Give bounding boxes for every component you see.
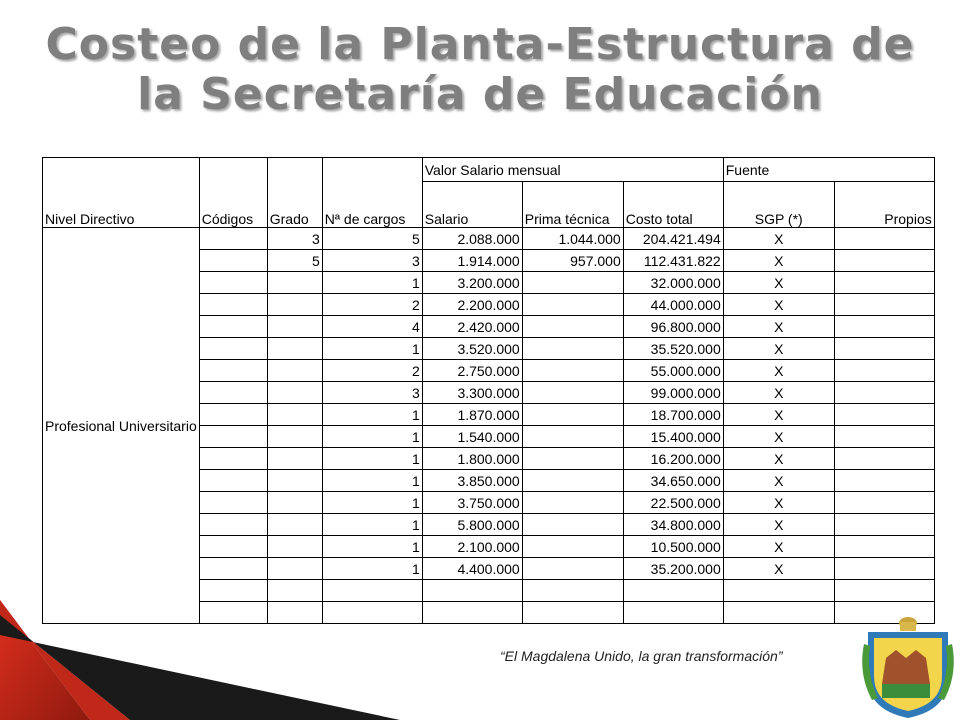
codigo-cell	[199, 272, 267, 294]
codigo-cell	[199, 470, 267, 492]
codigo-cell	[199, 536, 267, 558]
header-valor-group: Valor Salario mensual	[422, 158, 723, 182]
sgp-cell: X	[723, 536, 834, 558]
codigo-cell	[199, 514, 267, 536]
propios-cell	[834, 580, 934, 602]
header-costo: Costo total	[623, 182, 723, 228]
grado-cell	[267, 448, 322, 470]
grado-cell	[267, 536, 322, 558]
prima-cell: 1.044.000	[522, 228, 623, 250]
propios-cell	[834, 272, 934, 294]
cargos-cell: 1	[322, 338, 422, 360]
costo-cell	[623, 602, 723, 624]
codigo-cell	[199, 228, 267, 250]
title-line-2: la Secretaría de Educación	[137, 69, 823, 120]
magdalena-crest-icon	[862, 614, 954, 720]
salario-cell: 1.870.000	[422, 404, 522, 426]
salario-cell: 3.520.000	[422, 338, 522, 360]
propios-cell	[834, 250, 934, 272]
cargos-cell: 1	[322, 558, 422, 580]
propios-cell	[834, 448, 934, 470]
footer-slogan: “El Magdalena Unido, la gran transformación”	[500, 648, 783, 664]
costo-cell: 35.520.000	[623, 338, 723, 360]
propios-cell	[834, 558, 934, 580]
salario-cell: 2.750.000	[422, 360, 522, 382]
codigo-cell	[199, 404, 267, 426]
propios-cell	[834, 360, 934, 382]
codigo-cell	[199, 360, 267, 382]
cargos-cell: 1	[322, 514, 422, 536]
grado-cell	[267, 360, 322, 382]
header-prima: Prima técnica	[522, 182, 623, 228]
costo-cell: 44.000.000	[623, 294, 723, 316]
sgp-cell	[723, 580, 834, 602]
salario-cell	[422, 580, 522, 602]
propios-cell	[834, 426, 934, 448]
costo-cell: 96.800.000	[623, 316, 723, 338]
cargos-cell: 1	[322, 470, 422, 492]
costo-cell: 15.400.000	[623, 426, 723, 448]
codigo-cell	[199, 426, 267, 448]
costo-cell: 204.421.494	[623, 228, 723, 250]
propios-cell	[834, 228, 934, 250]
sgp-cell: X	[723, 250, 834, 272]
costo-cell: 16.200.000	[623, 448, 723, 470]
slide-title	[40, 20, 920, 120]
codigo-cell	[199, 492, 267, 514]
header-sgp: SGP (*)	[723, 182, 834, 228]
salario-cell: 3.850.000	[422, 470, 522, 492]
grado-cell	[267, 382, 322, 404]
cargos-cell: 2	[322, 294, 422, 316]
cargos-cell: 1	[322, 448, 422, 470]
cargos-cell: 1	[322, 272, 422, 294]
cost-table	[42, 157, 935, 624]
costo-cell: 99.000.000	[623, 382, 723, 404]
salario-cell: 1.914.000	[422, 250, 522, 272]
header-codigos: Códigos	[199, 158, 267, 228]
cargos-cell: 3	[322, 250, 422, 272]
sgp-cell: X	[723, 448, 834, 470]
cargos-cell: 2	[322, 360, 422, 382]
propios-cell	[834, 470, 934, 492]
sgp-cell: X	[723, 272, 834, 294]
codigo-cell	[199, 382, 267, 404]
costo-cell: 35.200.000	[623, 558, 723, 580]
sgp-cell: X	[723, 360, 834, 382]
propios-cell	[834, 338, 934, 360]
title-line-1: Costeo de la Planta-Estructura de	[45, 19, 915, 70]
prima-cell	[522, 580, 623, 602]
salario-cell	[422, 602, 522, 624]
propios-cell	[834, 536, 934, 558]
grado-cell	[267, 272, 322, 294]
salario-cell: 2.200.000	[422, 294, 522, 316]
propios-cell	[834, 316, 934, 338]
costo-cell: 22.500.000	[623, 492, 723, 514]
costo-cell: 32.000.000	[623, 272, 723, 294]
sgp-cell: X	[723, 228, 834, 250]
costo-cell: 18.700.000	[623, 404, 723, 426]
cargos-cell: 1	[322, 492, 422, 514]
salario-cell: 1.800.000	[422, 448, 522, 470]
sgp-cell: X	[723, 470, 834, 492]
sgp-cell: X	[723, 514, 834, 536]
sgp-cell: X	[723, 316, 834, 338]
propios-cell	[834, 382, 934, 404]
prima-cell	[522, 316, 623, 338]
prima-cell	[522, 602, 623, 624]
red-diagonal-stripe-icon	[0, 560, 400, 720]
salario-cell: 1.540.000	[422, 426, 522, 448]
costo-cell: 10.500.000	[623, 536, 723, 558]
costo-cell: 112.431.822	[623, 250, 723, 272]
prima-cell	[522, 426, 623, 448]
costo-cell: 34.800.000	[623, 514, 723, 536]
grado-cell	[267, 426, 322, 448]
prima-cell	[522, 448, 623, 470]
propios-cell	[834, 492, 934, 514]
prima-cell	[522, 382, 623, 404]
cargos-cell: 1	[322, 426, 422, 448]
propios-cell	[834, 404, 934, 426]
sgp-cell	[723, 602, 834, 624]
header-grado: Grado	[267, 158, 322, 228]
grado-cell	[267, 492, 322, 514]
header-nivel: Nivel Directivo	[43, 158, 200, 228]
salario-cell: 3.200.000	[422, 272, 522, 294]
prima-cell	[522, 272, 623, 294]
grado-cell	[267, 470, 322, 492]
costo-cell: 55.000.000	[623, 360, 723, 382]
prima-cell	[522, 404, 623, 426]
prima-cell	[522, 338, 623, 360]
salario-cell: 5.800.000	[422, 514, 522, 536]
cargos-cell: 5	[322, 228, 422, 250]
header-cargos: Nª de cargos	[322, 158, 422, 228]
sgp-cell: X	[723, 382, 834, 404]
codigo-cell	[199, 316, 267, 338]
salario-cell: 2.100.000	[422, 536, 522, 558]
grado-cell	[267, 316, 322, 338]
propios-cell	[834, 294, 934, 316]
prima-cell	[522, 294, 623, 316]
table-body	[43, 158, 935, 624]
sgp-cell: X	[723, 558, 834, 580]
grado-cell	[267, 404, 322, 426]
cargos-cell: 1	[322, 404, 422, 426]
prima-cell	[522, 470, 623, 492]
salario-cell: 3.750.000	[422, 492, 522, 514]
sgp-cell: X	[723, 404, 834, 426]
grado-cell	[267, 338, 322, 360]
codigo-cell	[199, 250, 267, 272]
grado-cell	[267, 294, 322, 316]
sgp-cell: X	[723, 338, 834, 360]
sgp-cell: X	[723, 492, 834, 514]
sgp-cell: X	[723, 426, 834, 448]
grado-cell: 5	[267, 250, 322, 272]
salario-cell: 2.088.000	[422, 228, 522, 250]
prima-cell	[522, 558, 623, 580]
header-propios: Propios	[834, 182, 934, 228]
grado-cell	[267, 514, 322, 536]
prima-cell: 957.000	[522, 250, 623, 272]
grado-cell: 3	[267, 228, 322, 250]
cargos-cell: 3	[322, 382, 422, 404]
prima-cell	[522, 536, 623, 558]
codigo-cell	[199, 448, 267, 470]
costo-cell	[623, 580, 723, 602]
salario-cell: 3.300.000	[422, 382, 522, 404]
table-row	[43, 228, 935, 250]
nivel-cell: Profesional Universitario	[43, 228, 200, 624]
cargos-cell: 4	[322, 316, 422, 338]
salario-cell: 4.400.000	[422, 558, 522, 580]
codigo-cell	[199, 338, 267, 360]
codigo-cell	[199, 294, 267, 316]
prima-cell	[522, 492, 623, 514]
propios-cell	[834, 514, 934, 536]
header-fuente-group: Fuente	[723, 158, 934, 182]
header-salario: Salario	[422, 182, 522, 228]
prima-cell	[522, 360, 623, 382]
costo-cell: 34.650.000	[623, 470, 723, 492]
salario-cell: 2.420.000	[422, 316, 522, 338]
sgp-cell: X	[723, 294, 834, 316]
header-row-1	[43, 158, 935, 182]
prima-cell	[522, 514, 623, 536]
cargos-cell: 1	[322, 536, 422, 558]
